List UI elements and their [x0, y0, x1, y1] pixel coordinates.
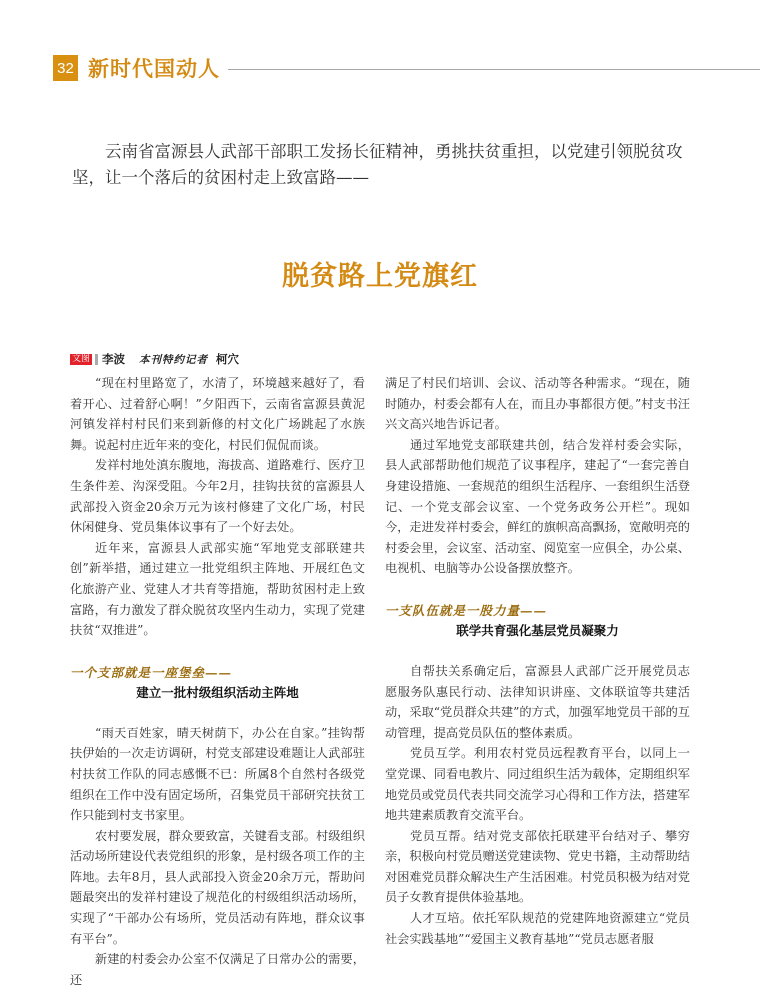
body-paragraph: 发祥村地处滇东腹地，海拔高、道路难行、医疗卫生条件差、沟深受阻。今年2月，挂钩扶贫的富源县人武部投入资金20余万元为该村修建了文化广场，村民休闲健身、党员集体议事有了一个好去处。: [70, 458, 365, 535]
byline-tag: 文图: [72, 353, 91, 364]
section-subhead: 建立一批村级组织活动主阵地: [136, 684, 299, 700]
body-paragraph: 满足了村民们培训、会议、活动等各种需求。“现在，随时随办，村委会都有人在，而且办事都很方便。”村支书汪兴文高兴地告诉记者。: [385, 376, 690, 432]
body-paragraph: 新建的村委会办公室不仅满足了日常办公的需要，还: [70, 952, 365, 987]
body-paragraph: “雨天百姓家，晴天树荫下，办公在自家。”挂钩帮扶伊始的一次走访调研，村党支部建设难题让人武部驻村扶贫工作队的同志感慨不已：所属8个自然村各级党组织在工作中没有固定场所，召集党员干部研究扶贫工作只能到村支书家里。: [70, 725, 365, 823]
byline-divider: [95, 354, 98, 365]
body-paragraph: 通过军地党支部联建共创，结合发祥村委会实际，县人武部帮助他们规范了议事程序，建起了“一套完善自身建设措施、一套规范的组织生活程序、一套组织生活登记、一个党支部会议室、一个党务政务公开栏”。现如今，走进发祥村委会，鲜红的旗帜高高飘扬，宽敞明亮的村委会里，会议室、活动室、阅览室一应俱全，办公桌、电视机、电脑等办公设备摆放整齐。: [385, 437, 690, 576]
left-column: [70, 373, 365, 990]
byline-role: 本刊特约记者: [139, 353, 209, 366]
byline: [70, 351, 239, 367]
body-paragraph: 农村要发展，群众要致富，关键看支部。村级组织活动场所建设代表党组织的形象，是村级各项工作的主阵地。去年8月，县人武部投入资金20余万元，帮助问题最突出的发祥村建设了规范化的村级组织活动场所，实现了“干部办公有场所，党员活动有阵地，群众议事有平台”。: [70, 828, 365, 946]
running-header: [53, 54, 760, 82]
body-paragraph: 党员互帮。结对党支部依托联建平台结对子、攀穷亲，积极向村党员赠送党建读物、党史书籍，主动帮助结对困难党员群众解决生产生活困难。村党员积极为结对党员子女教育提供体验基地。: [385, 828, 690, 905]
body-paragraph: 近年来，富源县人武部实施“军地党支部联建共创”新举措，通过建立一批党组织主阵地、开展红色文化旅游产业、党建人才共育等措施，帮助贫困村走上致富路，有力激发了群众脱贫攻坚内生动力，实现了党建扶贫“双推进”。: [70, 540, 365, 638]
body-paragraph: “现在村里路宽了，水清了，环境越来越好了，看着开心、过着舒心啊！”夕阳西下，云南省富源县黄泥河镇发祥村村民们来到新修的村文化广场跳起了水族舞。说起村庄近年来的变化，村民们侃侃而谈。: [70, 376, 365, 452]
byline-reporter: 柯穴: [216, 352, 240, 366]
body-paragraph: 人才互培。依托军队规范的党建阵地资源建立“党员社会实践基地”“爱国主义教育基地”“党员志愿者服: [385, 911, 690, 946]
right-column: [385, 373, 690, 949]
page-number: 32: [53, 55, 78, 81]
body-paragraph: 党员互学。利用农村党员远程教育平台，以同上一堂党课、同看电教片、同过组织生活为载体，定期组织军地党员或党员代表共同交流学习心得和工作方法，搭建军地共建素质教育交流平台。: [385, 746, 690, 823]
section-subhead: 联学共育强化基层党员凝聚力: [456, 622, 619, 638]
section-name: 新时代国动人: [88, 57, 220, 81]
article-title: 脱贫路上党旗红: [282, 261, 478, 292]
section-heading-2: [385, 601, 690, 641]
byline-author: 李波: [102, 352, 126, 366]
section-kicker: 一支队伍就是一股力量——: [385, 602, 548, 618]
section-heading-1: [70, 663, 365, 703]
body-paragraph: 自帮扶关系确定后，富源县人武部广泛开展党员志愿服务队惠民行动、法律知识讲座、文体联谊等共建活动，采取“党员群众共建”的方式，加强军地党员干部的互动管理，提高党员队伍的整体素质。: [385, 663, 690, 740]
lede-paragraph: 云南省富源县人武部干部职工发扬长征精神，勇挑扶贫重担，以党建引领脱贫攻坚，让一个落后的贫困村走上致富路——: [72, 142, 683, 187]
section-kicker: 一个支部就是一座堡垒——: [70, 664, 233, 680]
header-rule: [228, 69, 760, 70]
